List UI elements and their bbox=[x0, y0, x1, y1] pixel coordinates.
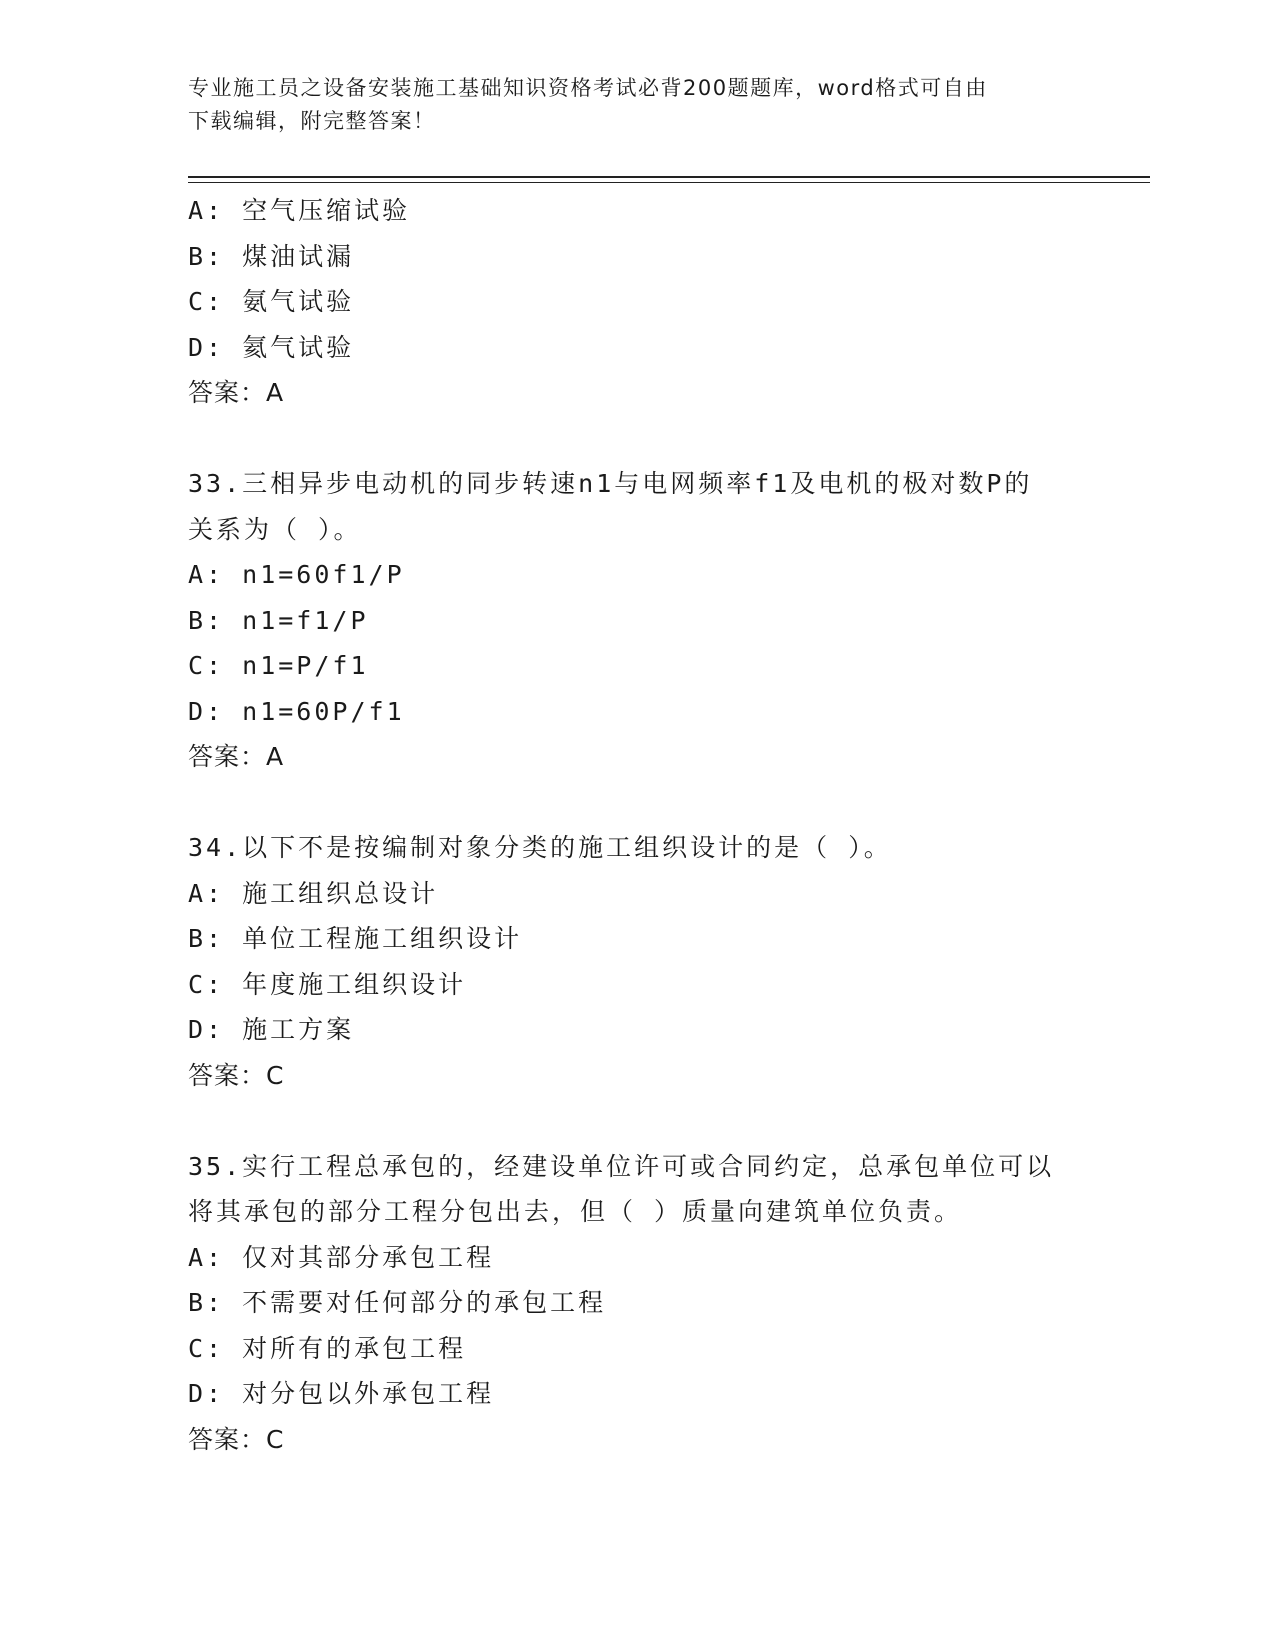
option-d: D: 施工方案 bbox=[188, 1015, 355, 1044]
document-header bbox=[188, 72, 1068, 138]
option-b: B: n1=f1/P bbox=[188, 605, 369, 635]
option-a: A: 施工组织总设计 bbox=[188, 878, 439, 908]
header-line-1: 专业施工员之设备安装施工基础知识资格考试必背200题题库，word格式可自由 bbox=[188, 76, 988, 100]
question-stem-line: 关系为（ ）。 bbox=[188, 514, 362, 544]
option-d: D: 对分包以外承包工程 bbox=[188, 1379, 495, 1408]
answer: 答案：C bbox=[188, 1424, 285, 1454]
option-c: C: n1=P/f1 bbox=[188, 651, 369, 680]
question-stem-line: 33.三相异步电动机的同步转速n1与电网频率f1及电机的极对数P的 bbox=[188, 469, 1033, 498]
answer: 答案：A bbox=[188, 378, 285, 407]
question-stem-line: 35.实行工程总承包的，经建设单位许可或合同约定，总承包单位可以 bbox=[188, 1151, 1055, 1181]
option-a: A: 空气压缩试验 bbox=[188, 196, 411, 225]
option-b: B: 不需要对任何部分的承包工程 bbox=[188, 1288, 607, 1317]
option-b: B: 单位工程施工组织设计 bbox=[188, 924, 523, 953]
question-32 bbox=[188, 188, 1088, 416]
option-c: C: 对所有的承包工程 bbox=[188, 1333, 467, 1363]
header-divider-thin bbox=[188, 182, 1150, 183]
option-c: C: 年度施工组织设计 bbox=[188, 969, 467, 999]
question-34 bbox=[188, 825, 1088, 1098]
spacer bbox=[188, 416, 1088, 462]
spacer bbox=[188, 780, 1088, 826]
header-divider-thick bbox=[188, 176, 1150, 178]
question-33 bbox=[188, 461, 1088, 780]
option-d: D: n1=60P/f1 bbox=[188, 696, 405, 726]
answer: 答案：C bbox=[188, 1060, 285, 1090]
spacer bbox=[188, 1098, 1088, 1144]
question-stem-line: 34.以下不是按编制对象分类的施工组织设计的是（ ）。 bbox=[188, 833, 892, 862]
option-b: B: 煤油试漏 bbox=[188, 241, 355, 271]
question-stem-line: 将其承包的部分工程分包出去，但（ ）质量向建筑单位负责。 bbox=[188, 1197, 963, 1226]
question-list bbox=[188, 188, 1088, 1462]
answer: 答案：A bbox=[188, 742, 285, 771]
question-35 bbox=[188, 1144, 1088, 1463]
header-line-2: 下载编辑，附完整答案！ bbox=[188, 109, 436, 133]
option-d: D: 氦气试验 bbox=[188, 332, 355, 362]
option-c: C: 氨气试验 bbox=[188, 287, 355, 316]
option-a: A: 仅对其部分承包工程 bbox=[188, 1242, 495, 1272]
option-a: A: n1=60f1/P bbox=[188, 560, 405, 589]
